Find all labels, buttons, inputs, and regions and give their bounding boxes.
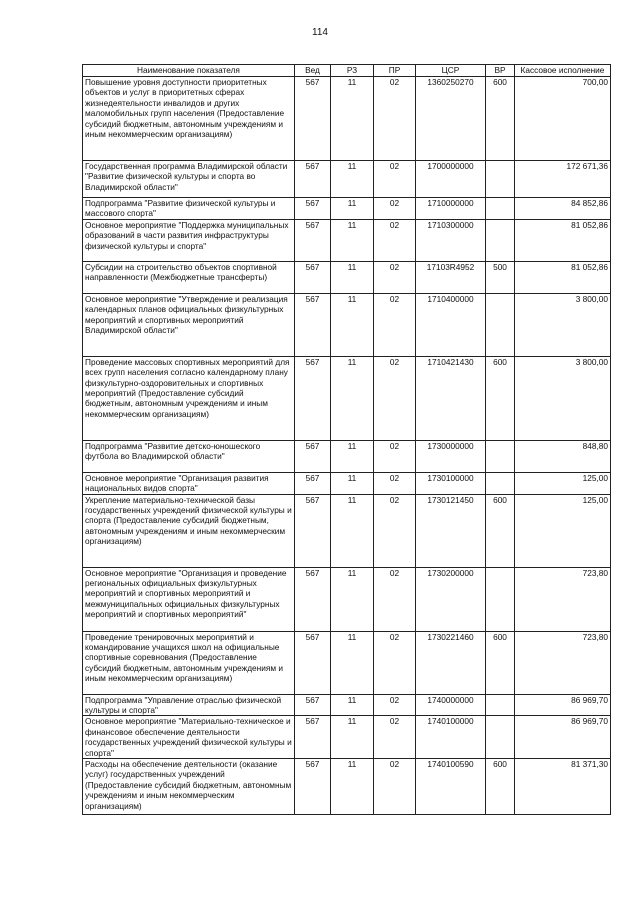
csr-cell: 1730100000 <box>416 472 486 494</box>
vr-cell: 500 <box>486 261 515 293</box>
csr-cell: 1710421430 <box>416 356 486 440</box>
vr-cell <box>486 293 515 356</box>
pr-cell: 02 <box>374 694 416 716</box>
ved-cell: 567 <box>295 472 331 494</box>
vr-cell: 600 <box>486 77 515 161</box>
vr-cell: 600 <box>486 759 515 815</box>
csr-cell: 1710000000 <box>416 198 486 220</box>
pr-cell: 02 <box>374 198 416 220</box>
header-vr: ВР <box>486 65 515 77</box>
header-pr: ПР <box>374 65 416 77</box>
table-row <box>83 219 611 261</box>
indicator-name-cell: Подпрограмма "Развитие физической культуры и массового спорта" <box>83 198 295 220</box>
vr-cell <box>486 567 515 631</box>
header-indicator-name: Наименование показателя <box>83 65 295 77</box>
ved-cell: 567 <box>295 198 331 220</box>
rz-cell: 11 <box>331 198 374 220</box>
indicator-name-cell: Укрепление материально-технической базы государственных учреждений физической культуры и спорта (Предоставление субсидий бюджетным, автономным учреждениям и иным некоммерческим организациям) <box>83 494 295 567</box>
pr-cell: 02 <box>374 161 416 198</box>
header-rz: РЗ <box>331 65 374 77</box>
indicator-name-cell: Основное мероприятие "Утверждение и реализация календарных планов официальных физкультурных мероприятий и спортивных мероприятий Владимирской области" <box>83 293 295 356</box>
amount-cell: 84 852,86 <box>515 198 611 220</box>
amount-cell: 125,00 <box>515 494 611 567</box>
pr-cell: 02 <box>374 293 416 356</box>
table-row <box>83 198 611 220</box>
indicator-name-cell: Основное мероприятие "Организация развития национальных видов спорта" <box>83 472 295 494</box>
rz-cell: 11 <box>331 694 374 716</box>
header-cash-execution: Кассовое исполнение <box>515 65 611 77</box>
budget-execution-table <box>82 64 611 815</box>
ved-cell: 567 <box>295 261 331 293</box>
indicator-name-cell: Субсидии на строительство объектов спортивной направленности (Межбюджетные трансферты) <box>83 261 295 293</box>
table-row <box>83 77 611 161</box>
table-body <box>83 77 611 815</box>
csr-cell: 17103R4952 <box>416 261 486 293</box>
csr-cell: 1730221460 <box>416 631 486 694</box>
vr-cell: 600 <box>486 356 515 440</box>
vr-cell: 600 <box>486 494 515 567</box>
amount-cell: 3 800,00 <box>515 356 611 440</box>
table-row <box>83 494 611 567</box>
amount-cell: 3 800,00 <box>515 293 611 356</box>
pr-cell: 02 <box>374 494 416 567</box>
ved-cell: 567 <box>295 631 331 694</box>
table-row <box>83 472 611 494</box>
csr-cell: 1710300000 <box>416 219 486 261</box>
csr-cell: 1740100000 <box>416 716 486 759</box>
ved-cell: 567 <box>295 716 331 759</box>
amount-cell: 81 052,86 <box>515 219 611 261</box>
rz-cell: 11 <box>331 716 374 759</box>
amount-cell: 848,80 <box>515 440 611 472</box>
indicator-name-cell: Основное мероприятие "Материально-техническое и финансовое обеспечение деятельности государственных учреждений физической культуры и спорта" <box>83 716 295 759</box>
table-row <box>83 293 611 356</box>
vr-cell: 600 <box>486 631 515 694</box>
ved-cell: 567 <box>295 293 331 356</box>
indicator-name-cell: Проведение тренировочных мероприятий и командирование учащихся школ на официальные спортивные соревнования (Предоставление субсидий бюджетным, автономным учреждениям и иным некоммерческим организациям) <box>83 631 295 694</box>
rz-cell: 11 <box>331 567 374 631</box>
header-ved: Вед <box>295 65 331 77</box>
rz-cell: 11 <box>331 356 374 440</box>
pr-cell: 02 <box>374 219 416 261</box>
ved-cell: 567 <box>295 567 331 631</box>
rz-cell: 11 <box>331 219 374 261</box>
csr-cell: 1740100590 <box>416 759 486 815</box>
amount-cell: 81 052,86 <box>515 261 611 293</box>
indicator-name-cell: Подпрограмма "Развитие детско-юношеского футбола во Владимирской области" <box>83 440 295 472</box>
rz-cell: 11 <box>331 494 374 567</box>
ved-cell: 567 <box>295 759 331 815</box>
indicator-name-cell: Основное мероприятие "Поддержка муниципальных образований в части развития инфраструктуры физической культуры и спорта" <box>83 219 295 261</box>
table-row <box>83 567 611 631</box>
table-row <box>83 716 611 759</box>
csr-cell: 1710400000 <box>416 293 486 356</box>
pr-cell: 02 <box>374 440 416 472</box>
rz-cell: 11 <box>331 472 374 494</box>
pr-cell: 02 <box>374 261 416 293</box>
indicator-name-cell: Проведение массовых спортивных мероприятий для всех групп населения согласно календарному плану физкультурно-оздоровительных и спортивных мероприятий (Предоставление субсидий бюджетным, автономным учреждениям и иным некоммерческим организациям) <box>83 356 295 440</box>
table-row <box>83 631 611 694</box>
ved-cell: 567 <box>295 219 331 261</box>
pr-cell: 02 <box>374 472 416 494</box>
ved-cell: 567 <box>295 77 331 161</box>
csr-cell: 1730200000 <box>416 567 486 631</box>
table-header-row <box>83 65 611 77</box>
amount-cell: 86 969,70 <box>515 716 611 759</box>
amount-cell: 700,00 <box>515 77 611 161</box>
table-row <box>83 261 611 293</box>
table-row <box>83 356 611 440</box>
ved-cell: 567 <box>295 440 331 472</box>
csr-cell: 1700000000 <box>416 161 486 198</box>
vr-cell <box>486 198 515 220</box>
csr-cell: 1360250270 <box>416 77 486 161</box>
vr-cell <box>486 716 515 759</box>
vr-cell <box>486 440 515 472</box>
rz-cell: 11 <box>331 77 374 161</box>
ved-cell: 567 <box>295 694 331 716</box>
table-row <box>83 440 611 472</box>
pr-cell: 02 <box>374 356 416 440</box>
rz-cell: 11 <box>331 440 374 472</box>
ved-cell: 567 <box>295 356 331 440</box>
pr-cell: 02 <box>374 716 416 759</box>
indicator-name-cell: Государственная программа Владимирской области "Развитие физической культуры и спорта во Владимирской области" <box>83 161 295 198</box>
vr-cell <box>486 694 515 716</box>
amount-cell: 172 671,36 <box>515 161 611 198</box>
pr-cell: 02 <box>374 567 416 631</box>
vr-cell <box>486 219 515 261</box>
rz-cell: 11 <box>331 261 374 293</box>
page-number: 114 <box>312 27 328 38</box>
amount-cell: 81 371,30 <box>515 759 611 815</box>
amount-cell: 723,80 <box>515 631 611 694</box>
vr-cell <box>486 472 515 494</box>
rz-cell: 11 <box>331 161 374 198</box>
indicator-name-cell: Подпрограмма "Управление отраслью физической культуры и спорта" <box>83 694 295 716</box>
rz-cell: 11 <box>331 631 374 694</box>
ved-cell: 567 <box>295 161 331 198</box>
csr-cell: 1730000000 <box>416 440 486 472</box>
amount-cell: 723,80 <box>515 567 611 631</box>
pr-cell: 02 <box>374 631 416 694</box>
table-row <box>83 759 611 815</box>
amount-cell: 86 969,70 <box>515 694 611 716</box>
indicator-name-cell: Основное мероприятие "Организация и проведение региональных официальных физкультурных мероприятий и спортивных мероприятий и межмуниципальных официальных физкультурных мероприятий и спортивных мероприятий" <box>83 567 295 631</box>
rz-cell: 11 <box>331 759 374 815</box>
amount-cell: 125,00 <box>515 472 611 494</box>
ved-cell: 567 <box>295 494 331 567</box>
table-row <box>83 161 611 198</box>
indicator-name-cell: Расходы на обеспечение деятельности (оказание услуг) государственных учреждений (Предоставление субсидий бюджетным, автономным учреждениям и иным некоммерческим организациям) <box>83 759 295 815</box>
vr-cell <box>486 161 515 198</box>
table-row <box>83 694 611 716</box>
pr-cell: 02 <box>374 77 416 161</box>
header-csr: ЦСР <box>416 65 486 77</box>
indicator-name-cell: Повышение уровня доступности приоритетных объектов и услуг в приоритетных сферах жизнедеятельности инвалидов и других маломобильных групп населения (Предоставление субсидий бюджетным, автономным учреждениям и иным некоммерческим организациям) <box>83 77 295 161</box>
pr-cell: 02 <box>374 759 416 815</box>
csr-cell: 1730121450 <box>416 494 486 567</box>
rz-cell: 11 <box>331 293 374 356</box>
csr-cell: 1740000000 <box>416 694 486 716</box>
